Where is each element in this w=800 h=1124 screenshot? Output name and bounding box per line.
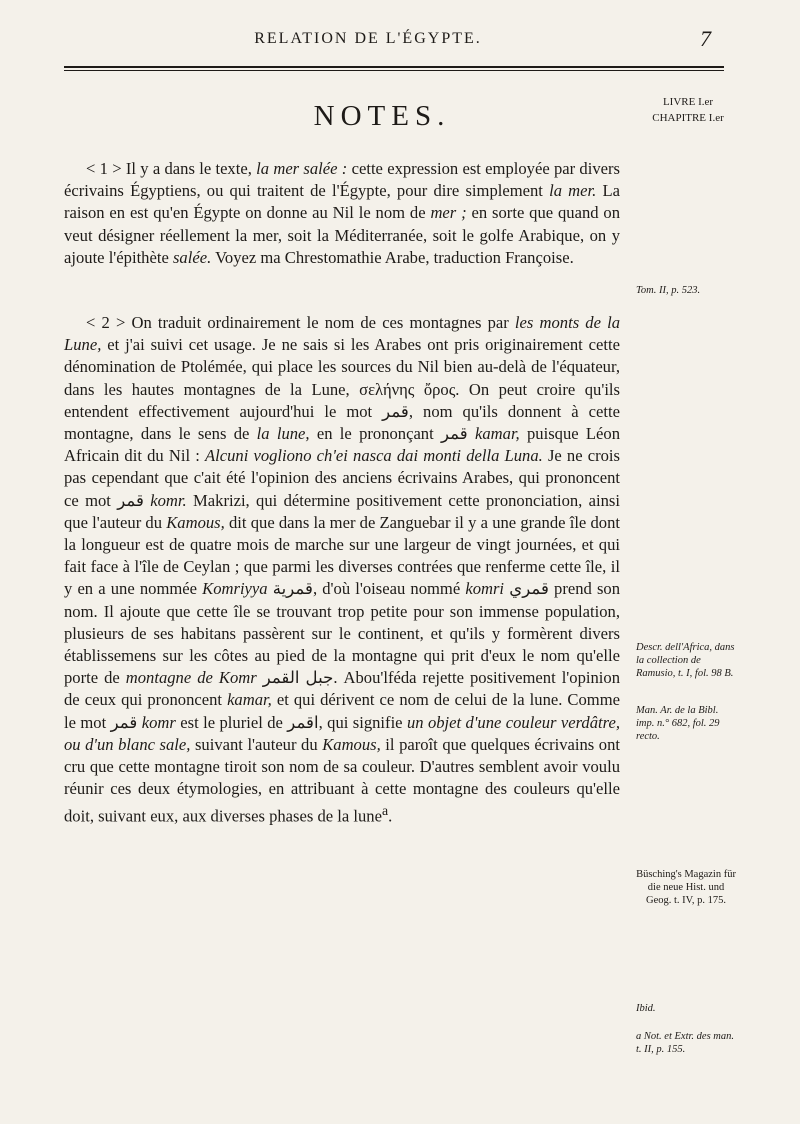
note-emphasis: Kamous, <box>322 734 381 754</box>
note-text: en sorte que quand on veut désigner réellement la mer, soit la Méditerranée, soit le golfe Arabique, on y ajoute l'épithète <box>64 203 621 267</box>
note-emphasis: komr. <box>150 490 187 510</box>
note-text: On traduit ordinairement le nom de ces montagnes par <box>125 313 515 332</box>
note-emphasis: mer ; <box>430 203 467 223</box>
note-text: cette expression est employée par divers écrivains Égyptiens, ou qui traitent de l'Égypte, pour dire simplement <box>64 159 620 201</box>
note-text: et qui dérivent ce nom de celui de la lune. Comme le mot قمر <box>64 690 620 732</box>
running-head: RELATION DE L'ÉGYPTE. <box>254 30 482 47</box>
header-rule <box>64 66 724 68</box>
note-emphasis: la mer salée : <box>256 159 348 178</box>
note-text: dit que dans la mer de Zanguebar il y a une grande île dont la longueur est de quatre mois de marche sur une largeur de vingt journées, et qui fait face à l'île de Ceylan ; que parmi les diverses contrées que renferme cette île, il y en a une nommée <box>64 512 620 599</box>
note-1 <box>64 158 620 269</box>
note-emphasis: un objet d'une couleur verdâtre, ou d'un blanc sale, <box>64 712 620 754</box>
header-rule-thin <box>64 70 724 71</box>
margin-note-ibid: Ibid. <box>636 1003 656 1014</box>
margin-note-man: Man. Ar. de la Bibl. imp. n.° 682, fol. 29 recto. <box>636 705 720 742</box>
note-text: suivant l'auteur du <box>190 734 323 754</box>
note-text: et j'ai suivi cet usage. Je ne sais si les Arabes ont pris originairement cette dénomination de Ptolémée, qui place les sources du Nil bien au-delà de l'équateur, dans les hautes montagnes de la Lune, σελήνης ὄρος. On peut croire qu'ils entendent effectivement aujourd'hui le mot قمر, nom qu'ils donnent à cette montagne, dans le sens de <box>64 335 620 444</box>
note-text: جبل القمر. Abou'lféda rejette positivement l'opinion de ceux qui prononcent <box>64 668 620 710</box>
note-emphasis: kamar, <box>475 424 520 444</box>
note-emphasis: montagne de Komr <box>125 668 257 688</box>
note-emphasis: Kamous, <box>166 512 225 532</box>
livre-chapitre-label <box>640 94 736 126</box>
note-text: en le prononçant قمر <box>309 424 475 444</box>
note-text: Je ne crois pas cependant que c'ait été l'opinion des anciens écrivains Arabes, qui prononcent ce mot قمر <box>64 446 620 510</box>
note-emphasis: les monts de la Lune, <box>64 313 621 355</box>
note-2-paragraph <box>64 312 620 828</box>
note-text: il paroît que quelques écrivains ont cru que cette montagne tiroit son nom de sa couleur. D'autres semblent avoir voulu réunir ces deux étymologies, en attribuant à cette montagne des couleurs qu'elle doit, suivant eux, aux diverses phases de la lune <box>64 734 621 826</box>
note-emphasis: salée. <box>172 247 212 267</box>
note-emphasis: kamar, <box>227 690 272 710</box>
note-text: Makrizi, qui détermine positivement cette prononciation, ainsi que l'auteur du <box>64 490 620 532</box>
note-text: Voyez ma Chrestomathie Arabe, traduction Françoise. <box>211 247 574 267</box>
note-1-marker: < 1 > <box>86 159 122 178</box>
note-emphasis: komr <box>141 712 176 732</box>
note-text: La raison en est qu'en Égypte on donne au Nil le nom de <box>64 181 620 223</box>
note-1-paragraph <box>64 158 620 269</box>
margin-note-descr: Descr. dell'Africa, dans la collection de Ramusio, t. I, fol. 98 B. <box>636 642 735 679</box>
notes-title: NOTES. <box>313 100 451 132</box>
note-emphasis: Komriyya <box>202 579 268 599</box>
note-emphasis: la lune, <box>256 424 310 444</box>
livre-label: LIVRE I.er <box>662 96 714 108</box>
note-text: قمري prend son nom. Il ajoute que cette île se trouvant trop petite pour son immense population, plusieurs de ses habitans passèrent sur le continent, et qu'ils y formèrent divers établissemens sur les côtes au pied de la montagne qui prit d'eux le nom qu'elle porte de <box>64 579 620 688</box>
page-number: 7 <box>700 26 711 51</box>
footnote-marker: a <box>381 803 389 819</box>
note-text: . <box>388 807 393 826</box>
note-emphasis: Alcuni vogliono ch'ei nasca dai monti della Luna. <box>204 446 543 466</box>
note-emphasis: la mer. <box>549 181 597 201</box>
margin-note-not: a Not. et Extr. des man. t. II, p. 155. <box>636 1031 734 1055</box>
chapitre-label: CHAPITRE I.er <box>652 112 724 124</box>
note-2-marker: < 2 > <box>86 313 126 332</box>
note-emphasis: komri <box>465 579 505 599</box>
margin-note-tom: Tom. II, p. 523. <box>636 285 701 296</box>
note-text: est le pluriel de اقمر, qui signifie <box>175 712 407 732</box>
note-text: Il y a dans le texte, <box>121 159 257 178</box>
note-text: puisque Léon Africain dit du Nil : <box>64 424 621 466</box>
note-text: قمرية, d'où l'oiseau nommé <box>267 579 466 599</box>
margin-note-busching: Büsching's Magazin für die neue Hist. und Geog. t. IV, p. 175. <box>636 869 736 906</box>
